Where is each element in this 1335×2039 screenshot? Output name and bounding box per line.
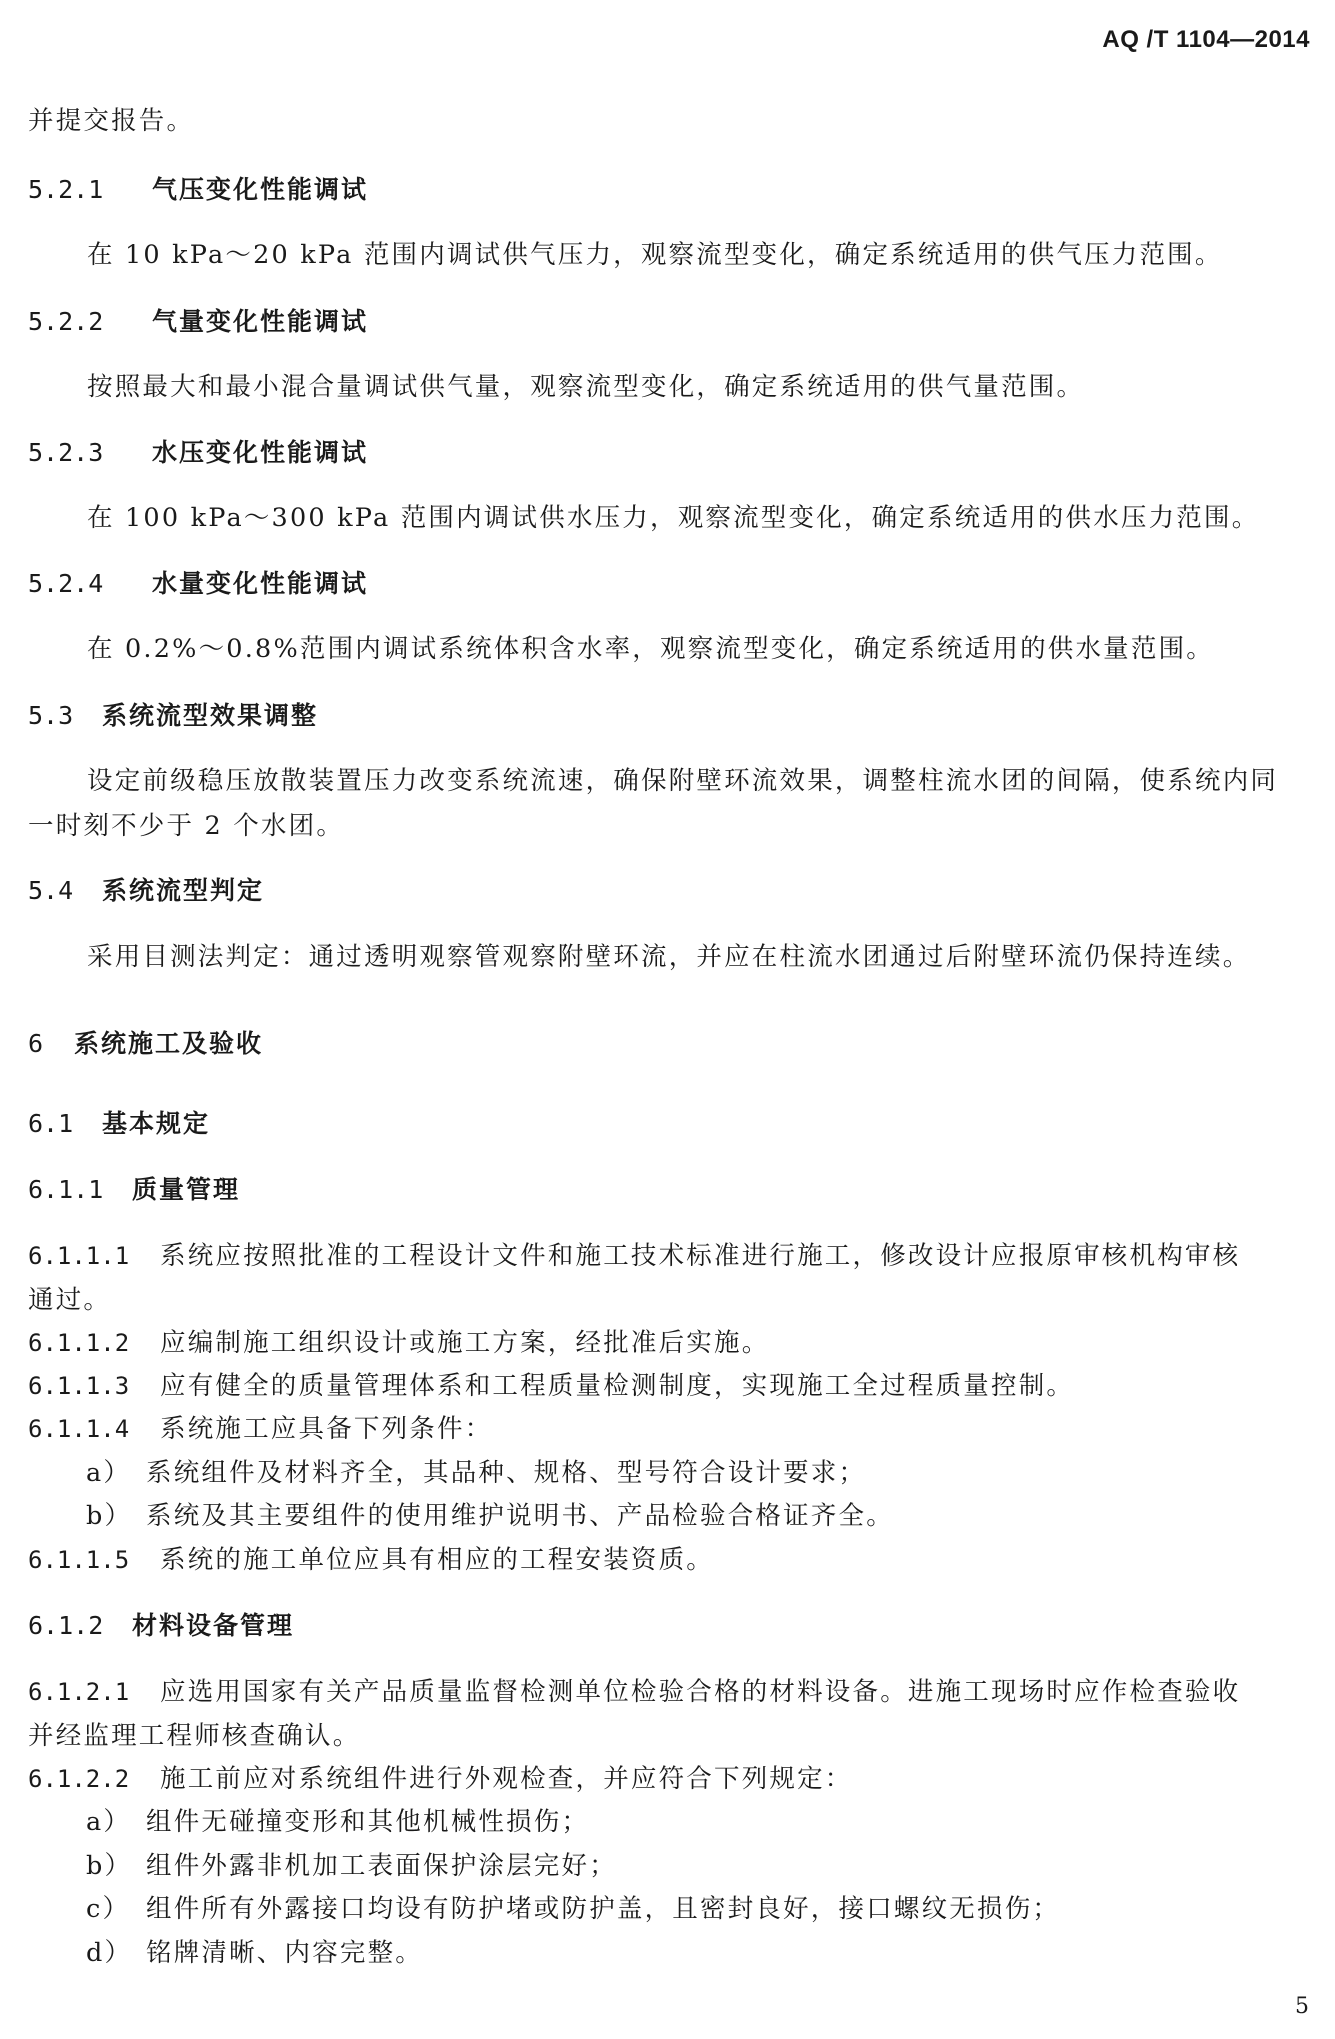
list-marker: a） <box>86 1807 132 1837</box>
list-marker: b） <box>86 1851 133 1881</box>
clause-text: 系统应按照批准的工程设计文件和施工技术标准进行施工，修改设计应报原审核机构审核 <box>160 1241 1241 1271</box>
list-text: 系统及其主要组件的使用维护说明书、产品检验合格证齐全。 <box>146 1501 894 1531</box>
list-marker: c） <box>86 1894 131 1924</box>
heading-title: 基本规定 <box>102 1109 211 1138</box>
list-marker: a） <box>86 1458 132 1488</box>
heading-title: 系统流型效果调整 <box>102 701 319 730</box>
clause-number: 6.1.2.1 <box>28 1678 130 1706</box>
clause-6-1-2-2 <box>28 1759 853 1795</box>
paragraph: 采用目测法判定：通过透明观察管观察附壁环流，并应在柱流水团通过后附壁环流仍保持连续。 <box>87 942 1251 972</box>
clause-text: 应编制施工组织设计或施工方案，经批准后实施。 <box>160 1328 770 1358</box>
heading-6-1 <box>28 1104 210 1140</box>
heading-5-4 <box>28 871 264 907</box>
clause-text: 施工前应对系统组件进行外观检查，并应符合下列规定： <box>160 1764 853 1794</box>
clause-text: 系统施工应具备下列条件： <box>160 1414 493 1444</box>
heading-title: 水压变化性能调试 <box>152 438 369 467</box>
list-text: 组件所有外露接口均设有防护堵或防护盖，且密封良好，接口螺纹无损伤； <box>146 1894 1061 1924</box>
clause-number: 6.1.2.2 <box>28 1765 130 1793</box>
list-text: 铭牌清晰、内容完整。 <box>146 1938 424 1968</box>
clause-6-1-1-2 <box>28 1323 769 1359</box>
clause-number: 6.1.1.2 <box>28 1329 130 1357</box>
heading-number: 6.1 <box>28 1109 74 1138</box>
paragraph: 通过。 <box>28 1285 112 1315</box>
heading-number: 5.2.3 <box>28 438 104 467</box>
list-item <box>86 1453 866 1489</box>
clause-number: 6.1.1.5 <box>28 1546 130 1574</box>
list-text: 组件外露非机加工表面保护涂层完好； <box>146 1851 617 1881</box>
list-marker: b） <box>86 1501 133 1531</box>
heading-title: 系统流型判定 <box>102 876 265 905</box>
heading-title: 系统施工及验收 <box>74 1029 264 1058</box>
list-item <box>86 1846 617 1882</box>
heading-number: 6 <box>28 1029 44 1058</box>
paragraph: 一时刻不少于 2 个水团。 <box>28 811 345 841</box>
heading-number: 5.3 <box>28 701 74 730</box>
heading-number: 6.1.1 <box>28 1175 104 1204</box>
heading-number: 5.2.1 <box>28 175 104 204</box>
clause-number: 6.1.1.3 <box>28 1372 130 1400</box>
clause-6-1-1-3 <box>28 1366 1074 1402</box>
clause-6-1-2-1 <box>28 1672 1240 1708</box>
list-text: 系统组件及材料齐全，其品种、规格、型号符合设计要求； <box>146 1458 867 1488</box>
clause-6-1-1-1 <box>28 1236 1240 1272</box>
page-number: 5 <box>1295 1994 1309 2019</box>
clause-6-1-1-5 <box>28 1540 714 1576</box>
heading-5-3 <box>28 696 318 732</box>
clause-text: 应选用国家有关产品质量监督检测单位检验合格的材料设备。进施工现场时应作检查验收 <box>160 1677 1241 1707</box>
heading-title: 气压变化性能调试 <box>152 175 369 204</box>
heading-5-2-2 <box>28 302 368 338</box>
list-item <box>86 1496 894 1532</box>
heading-5-2-1 <box>28 170 368 206</box>
heading-6 <box>28 1024 263 1060</box>
list-item <box>86 1889 1060 1925</box>
paragraph: 设定前级稳压放散装置压力改变系统流速，确保附壁环流效果，调整柱流水团的间隔，使系统内同 <box>87 766 1279 796</box>
clause-number: 6.1.1.4 <box>28 1415 130 1443</box>
heading-number: 5.2.4 <box>28 569 104 598</box>
heading-title: 材料设备管理 <box>132 1611 295 1640</box>
heading-number: 6.1.2 <box>28 1611 104 1640</box>
paragraph: 在 100 kPa～300 kPa 范围内调试供水压力，观察流型变化，确定系统适用的供水压力范围。 <box>87 503 1260 533</box>
heading-title: 水量变化性能调试 <box>152 569 369 598</box>
paragraph: 按照最大和最小混合量调试供气量，观察流型变化，确定系统适用的供气量范围。 <box>87 372 1085 402</box>
heading-title: 质量管理 <box>132 1175 241 1204</box>
paragraph: 并提交报告。 <box>28 106 195 136</box>
list-item <box>86 1802 589 1838</box>
clause-text: 应有健全的质量管理体系和工程质量检测制度，实现施工全过程质量控制。 <box>160 1371 1075 1401</box>
clause-6-1-1-4 <box>28 1409 492 1445</box>
paragraph: 并经监理工程师核查确认。 <box>28 1721 361 1751</box>
heading-5-2-4 <box>28 564 368 600</box>
list-marker: d） <box>86 1938 133 1968</box>
heading-5-2-3 <box>28 433 368 469</box>
list-item <box>86 1933 423 1969</box>
heading-6-1-2 <box>28 1606 294 1642</box>
standard-code: AQ /T 1104—2014 <box>1102 26 1310 53</box>
heading-6-1-1 <box>28 1170 240 1206</box>
paragraph: 在 10 kPa～20 kPa 范围内调试供气压力，观察流型变化，确定系统适用的供气压力范围。 <box>87 240 1223 270</box>
list-text: 组件无碰撞变形和其他机械性损伤； <box>146 1807 590 1837</box>
heading-number: 5.4 <box>28 876 74 905</box>
clause-text: 系统的施工单位应具有相应的工程安装资质。 <box>160 1545 715 1575</box>
paragraph: 在 0.2%～0.8%范围内调试系统体积含水率，观察流型变化，确定系统适用的供水量范围。 <box>87 634 1214 664</box>
clause-number: 6.1.1.1 <box>28 1242 130 1270</box>
heading-number: 5.2.2 <box>28 307 104 336</box>
heading-title: 气量变化性能调试 <box>152 307 369 336</box>
